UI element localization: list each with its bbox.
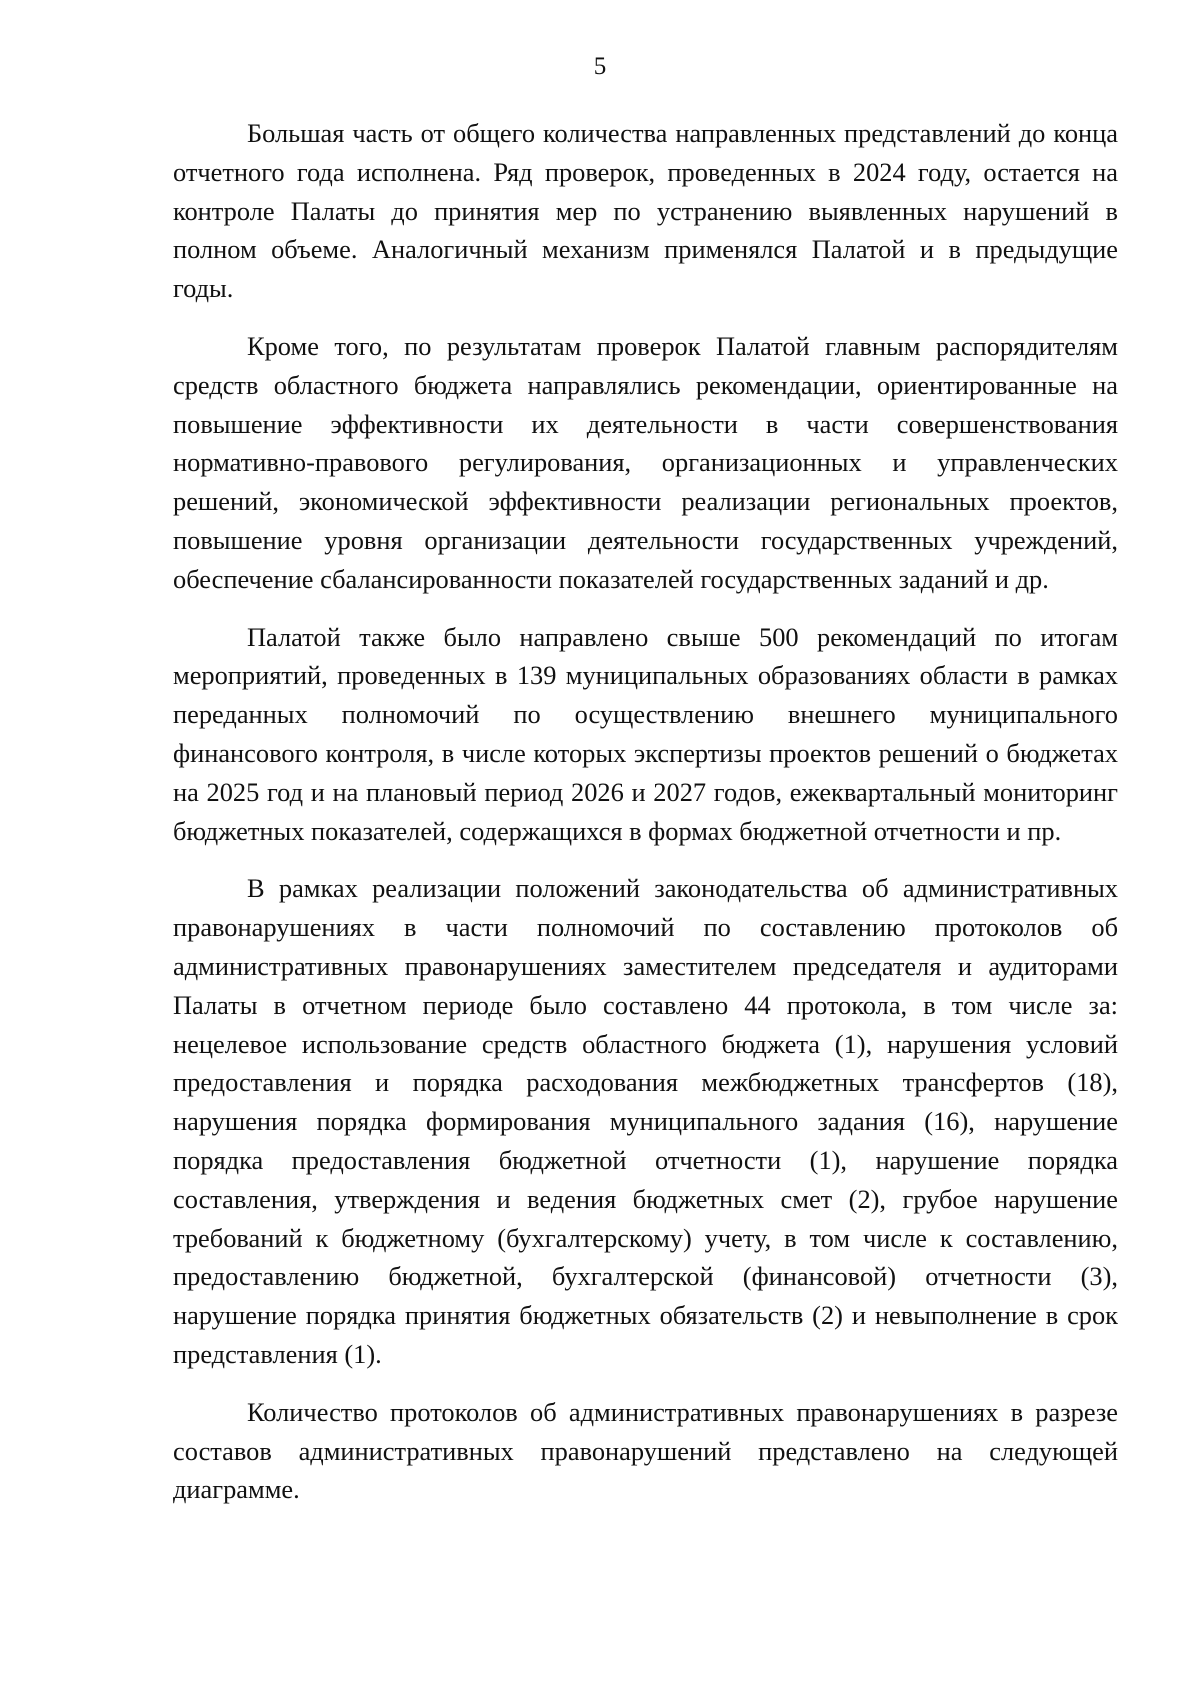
paragraph-diagram-reference: Количество протоколов об административных правонарушениях в разрезе составов административных правонарушений представлено на следующей диаграмме.: [173, 1396, 1118, 1505]
paragraph-representations-execution: Большая часть от общего количества направленных представлений до конца отчетного года исполнена. Ряд проверок, проведенных в 2024 году, остается на контроле Палаты до принятия мер по устранению выявленных нарушений в полном объеме. Аналогичный механизм применялся Палатой и в предыдущие годы.: [173, 118, 1118, 304]
document-body: [173, 114, 1118, 1509]
paragraph-administrative-protocols: В рамках реализации положений законодательства об административных правонарушениях в части полномочий по составлению протоколов об административных правонарушениях заместителем председателя и аудиторами Палаты в отчетном периоде было составлено 44 протокола, в том числе за: нецелевое использование средств областного бюджета (1), нарушения условий предоставления и порядка расходования межбюджетных трансфертов (18), нарушения порядка формирования муниципального задания (16), нарушение порядка предоставления бюджетной отчетности (1), нарушение порядка составления, утверждения и ведения бюджетных смет (2), грубое нарушение требований к бюджетному (бухгалтерскому) учету, в том числе к составлению, предоставлению бюджетной, бухгалтерской (финансовой) отчетности (3), нарушение порядка принятия бюджетных обязательств (2) и невыполнение в срок представления (1).: [173, 873, 1118, 1369]
paragraph-municipal-recommendations: Палатой также было направлено свыше 500 рекомендаций по итогам мероприятий, проведенных в 139 муниципальных образованиях области в рамках переданных полномочий по осуществлению внешнего муниципального финансового контроля, в числе которых экспертизы проектов решений о бюджетах на 2025 год и на плановый период 2026 и 2027 годов, ежеквартальный мониторинг бюджетных показателей, содержащихся в формах бюджетной отчетности и пр.: [173, 621, 1118, 846]
page-number: 5: [593, 53, 607, 80]
paragraph-recommendations-to-budget-managers: Кроме того, по результатам проверок Палатой главным распорядителям средств областного бюджета направлялись рекомендации, ориентированные на повышение эффективности их деятельности в части совершенствования нормативно-правового регулирования, организационных и управленческих решений, экономической эффективности реализации региональных проектов, повышение уровня организации деятельности государственных учреждений, обеспечение сбалансированности показателей государственных заданий и др.: [173, 330, 1118, 594]
